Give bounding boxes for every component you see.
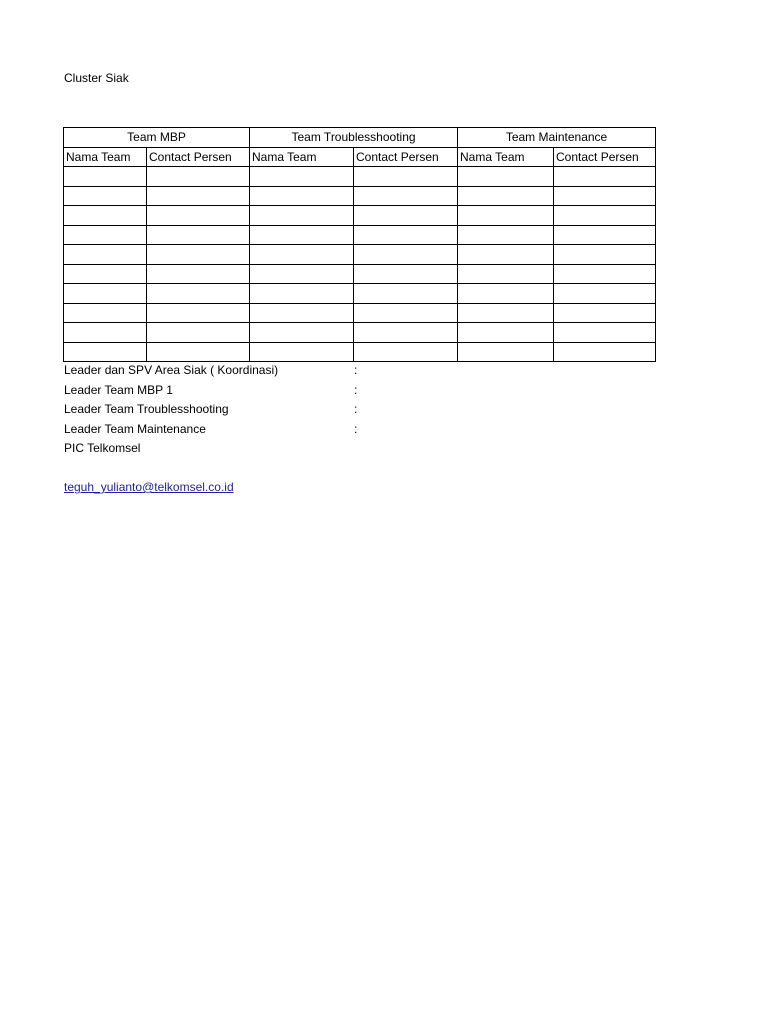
table-cell[interactable] [64, 303, 147, 323]
pic-label: PIC Telkomsel [64, 441, 141, 455]
table-cell[interactable] [250, 342, 354, 362]
table-cell[interactable] [354, 245, 458, 265]
document-title: Cluster Siak [64, 71, 129, 85]
table-row [64, 186, 656, 206]
table-cell[interactable] [458, 186, 554, 206]
table-row [64, 303, 656, 323]
table-cell[interactable] [64, 342, 147, 362]
table-cell[interactable] [64, 323, 147, 343]
table-row [64, 264, 656, 284]
leader-line-maintenance [64, 420, 664, 440]
table-cell[interactable] [354, 264, 458, 284]
table-cell[interactable] [64, 264, 147, 284]
column-header-nama-team: Nama Team [250, 147, 354, 167]
table-cell[interactable] [354, 284, 458, 304]
table-cell[interactable] [64, 167, 147, 187]
leader-list [64, 361, 664, 459]
email-link[interactable]: teguh_yulianto@telkomsel.co.id [64, 480, 234, 494]
table-cell[interactable] [250, 225, 354, 245]
leader-label: Leader dan SPV Area Siak ( Koordinasi) [64, 363, 279, 377]
table-cell[interactable] [64, 245, 147, 265]
table-cell[interactable] [354, 303, 458, 323]
table-cell[interactable] [147, 303, 250, 323]
table-row [64, 206, 656, 226]
table-cell[interactable] [147, 342, 250, 362]
table-cell[interactable] [554, 264, 656, 284]
sub-header-row [64, 147, 656, 167]
column-header-contact-persen: Contact Persen [354, 147, 458, 167]
leader-label: Leader Team MBP 1 [64, 382, 173, 397]
column-header-contact-persen: Contact Persen [554, 147, 656, 167]
table-cell[interactable] [147, 225, 250, 245]
table-cell[interactable] [147, 186, 250, 206]
table-cell[interactable] [354, 342, 458, 362]
table-cell[interactable] [458, 167, 554, 187]
table-cell[interactable] [147, 323, 250, 343]
table-cell[interactable] [458, 264, 554, 284]
table-cell[interactable] [458, 225, 554, 245]
table-cell[interactable] [554, 342, 656, 362]
table-cell[interactable] [554, 186, 656, 206]
table-cell[interactable] [250, 186, 354, 206]
leader-line-mbp [64, 381, 664, 401]
pic-telkomsel-line [64, 439, 664, 459]
column-header-nama-team: Nama Team [64, 147, 147, 167]
table-cell[interactable] [147, 167, 250, 187]
table-cell[interactable] [147, 284, 250, 304]
table-cell[interactable] [354, 186, 458, 206]
group-header-mbp: Team MBP [64, 128, 250, 148]
table-cell[interactable] [554, 323, 656, 343]
table-cell[interactable] [147, 206, 250, 226]
table-cell[interactable] [147, 245, 250, 265]
column-header-contact-persen: Contact Persen [147, 147, 250, 167]
group-header-maintenance: Team Maintenance [458, 128, 656, 148]
table-cell[interactable] [250, 303, 354, 323]
leader-line-troubleshooting [64, 400, 664, 420]
table-row [64, 323, 656, 343]
leader-line-koordinasi [64, 361, 664, 381]
table-cell[interactable] [554, 167, 656, 187]
table-cell[interactable] [64, 206, 147, 226]
table-cell[interactable] [554, 303, 656, 323]
table-cell[interactable] [354, 225, 458, 245]
leader-colon: : [354, 402, 358, 416]
table-cell[interactable] [554, 225, 656, 245]
group-header-row [64, 128, 656, 148]
leader-colon: : [354, 421, 358, 436]
leader-colon: : [354, 382, 358, 397]
table-cell[interactable] [64, 284, 147, 304]
table-cell[interactable] [250, 245, 354, 265]
leader-label: Leader Team Troublesshooting [64, 402, 229, 416]
group-header-troubleshooting: Team Troublesshooting [250, 128, 458, 148]
column-header-nama-team: Nama Team [458, 147, 554, 167]
leader-label: Leader Team Maintenance [64, 421, 206, 436]
table-row [64, 245, 656, 265]
table-cell[interactable] [250, 167, 354, 187]
table-cell[interactable] [354, 206, 458, 226]
table-cell[interactable] [250, 264, 354, 284]
table-cell[interactable] [354, 323, 458, 343]
table-row [64, 284, 656, 304]
table-cell[interactable] [354, 167, 458, 187]
table-cell[interactable] [250, 323, 354, 343]
leader-colon: : [354, 363, 358, 377]
table-cell[interactable] [554, 245, 656, 265]
table-cell[interactable] [458, 303, 554, 323]
table-cell[interactable] [554, 284, 656, 304]
table-cell[interactable] [458, 342, 554, 362]
table-cell[interactable] [250, 284, 354, 304]
table-row [64, 342, 656, 362]
table-row [64, 225, 656, 245]
table-cell[interactable] [250, 206, 354, 226]
table-row [64, 167, 656, 187]
table-cell[interactable] [458, 284, 554, 304]
table-cell[interactable] [64, 186, 147, 206]
table-cell[interactable] [458, 245, 554, 265]
table-cell[interactable] [554, 206, 656, 226]
table-cell[interactable] [458, 323, 554, 343]
table-cell[interactable] [458, 206, 554, 226]
table-cell[interactable] [64, 225, 147, 245]
table-cell[interactable] [147, 264, 250, 284]
team-contact-table [63, 127, 656, 362]
